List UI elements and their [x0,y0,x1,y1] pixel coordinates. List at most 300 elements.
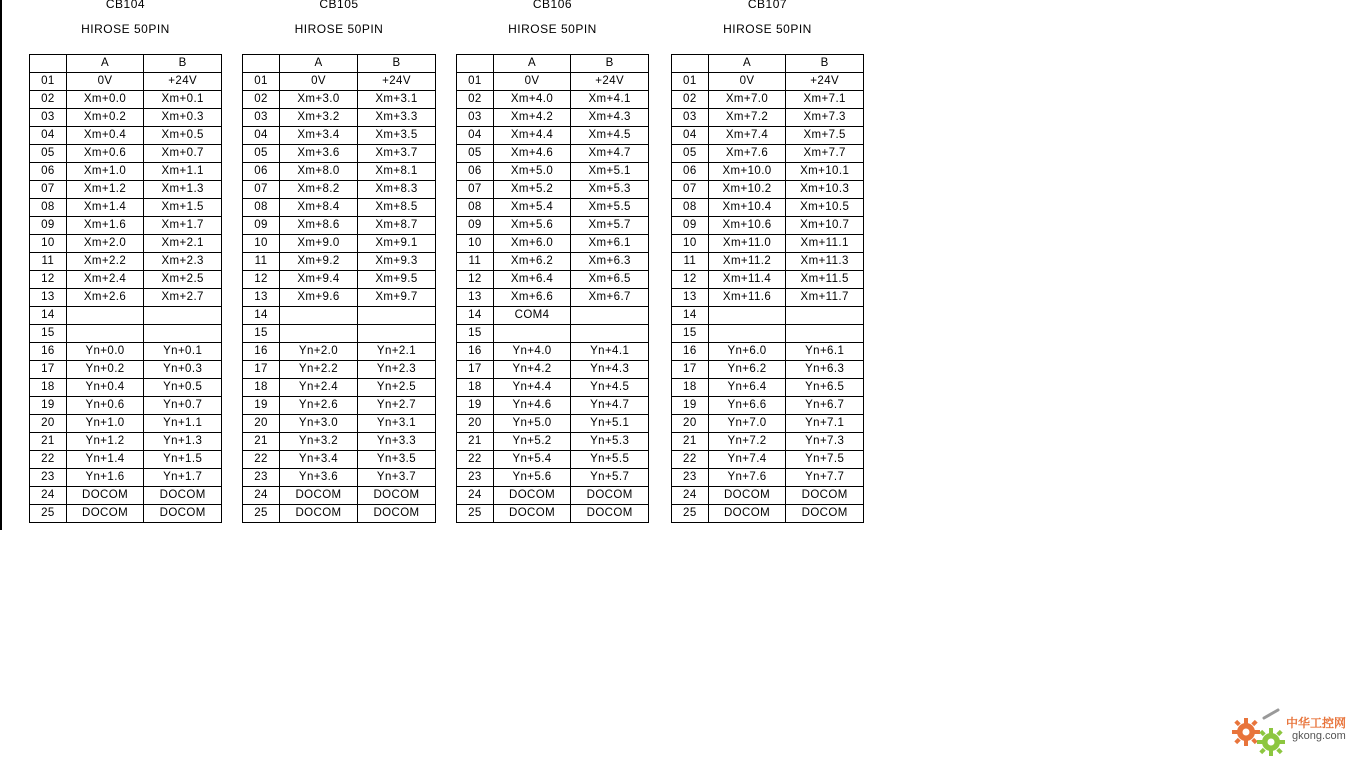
signal-b: Xm+11.1 [786,235,864,253]
signal-b: DOCOM [358,505,436,523]
pin-number: 05 [30,145,67,163]
table-row [672,289,864,307]
signal-a: Xm+6.4 [493,271,571,289]
pin-number: 11 [30,253,67,271]
signal-b: DOCOM [786,487,864,505]
signal-a: Yn+2.6 [280,397,358,415]
table-row [243,343,436,361]
signal-b: Yn+6.1 [786,343,864,361]
signal-b: Xm+9.1 [358,235,436,253]
table-row [30,325,222,343]
signal-a: Xm+9.2 [280,253,358,271]
table-row [457,235,649,253]
table-row [30,127,222,145]
signal-b [571,307,649,325]
pin-number: 02 [243,91,280,109]
signal-b: DOCOM [358,487,436,505]
signal-a: Xm+10.2 [708,181,786,199]
signal-b: Xm+8.5 [358,199,436,217]
signal-a: Xm+10.4 [708,199,786,217]
signal-a: Xm+1.2 [66,181,144,199]
pin-number: 16 [30,343,67,361]
pin-number: 23 [457,469,494,487]
table-row [672,487,864,505]
pin-number: 16 [672,343,709,361]
signal-a: Yn+0.6 [66,397,144,415]
table-row [30,217,222,235]
signal-a: Yn+5.0 [493,415,571,433]
pin-number: 09 [30,217,67,235]
signal-b: Yn+0.7 [144,397,222,415]
signal-b: DOCOM [786,505,864,523]
signal-b: +24V [144,73,222,91]
signal-b: Xm+9.5 [358,271,436,289]
table-row [30,73,222,91]
table-row [457,451,649,469]
signal-a: Xm+5.0 [493,163,571,181]
connector-id-label: CB104 [105,0,146,11]
signal-b: Yn+4.7 [571,397,649,415]
signal-b: Xm+8.1 [358,163,436,181]
table-row [30,307,222,325]
pin-number: 11 [672,253,709,271]
signal-b: Yn+1.5 [144,451,222,469]
table-row [243,235,436,253]
signal-b: Xm+2.1 [144,235,222,253]
header-row [672,55,864,73]
signal-a: Xm+10.6 [708,217,786,235]
pin-number: 22 [243,451,280,469]
table-row [457,145,649,163]
table-row [457,415,649,433]
pin-number: 25 [30,505,67,523]
pin-number: 06 [30,163,67,181]
table-row [672,415,864,433]
signal-a: Yn+2.0 [280,343,358,361]
pin-number: 22 [30,451,67,469]
signal-b: Xm+6.3 [571,253,649,271]
signal-b: Yn+0.1 [144,343,222,361]
table-row [243,487,436,505]
signal-a: Xm+6.2 [493,253,571,271]
pin-number: 15 [672,325,709,343]
pin-number: 09 [457,217,494,235]
table-row [243,163,436,181]
table-row [457,73,649,91]
table-row [457,109,649,127]
table-row [672,271,864,289]
pin-number: 15 [457,325,494,343]
table-row [30,91,222,109]
signal-a [280,325,358,343]
signal-a: Xm+5.6 [493,217,571,235]
signal-b: Yn+1.3 [144,433,222,451]
pin-number: 09 [243,217,280,235]
signal-a: Yn+2.4 [280,379,358,397]
pin-number: 18 [457,379,494,397]
table-row [243,271,436,289]
table-row [243,415,436,433]
pin-number: 21 [457,433,494,451]
signal-b: Yn+6.5 [786,379,864,397]
signal-a: Yn+3.0 [280,415,358,433]
signal-b: Yn+5.5 [571,451,649,469]
table-row [243,433,436,451]
pin-number: 25 [672,505,709,523]
table-row [672,109,864,127]
column-header-b: B [358,55,436,73]
signal-b: Xm+2.5 [144,271,222,289]
pin-number: 22 [457,451,494,469]
table-row [243,325,436,343]
signal-b: Xm+10.3 [786,181,864,199]
table-row [30,235,222,253]
signal-b: +24V [786,73,864,91]
pin-number: 10 [243,235,280,253]
pin-number: 02 [30,91,67,109]
signal-b: Yn+3.7 [358,469,436,487]
signal-b: Yn+7.7 [786,469,864,487]
signal-a: Xm+11.2 [708,253,786,271]
pin-number: 13 [672,289,709,307]
pin-number: 11 [457,253,494,271]
pin-number: 21 [243,433,280,451]
table-row [243,505,436,523]
pin-number: 05 [457,145,494,163]
signal-b: Xm+6.1 [571,235,649,253]
signal-b: +24V [358,73,436,91]
pin-number: 01 [243,73,280,91]
pin-number: 18 [243,379,280,397]
signal-b: Xm+4.5 [571,127,649,145]
pin-number: 19 [672,397,709,415]
gear-logo-icon [1226,702,1290,758]
pin-number: 02 [457,91,494,109]
signal-a: Xm+9.0 [280,235,358,253]
signal-b: Xm+9.7 [358,289,436,307]
pin-number: 23 [672,469,709,487]
signal-b: Yn+5.3 [571,433,649,451]
pin-number: 06 [457,163,494,181]
table-row [672,325,864,343]
signal-a: Xm+1.6 [66,217,144,235]
signal-a: Xm+7.0 [708,91,786,109]
pin-number: 17 [672,361,709,379]
connector-type-label: HIROSE 50PIN [81,22,170,36]
pin-number: 20 [30,415,67,433]
signal-a: Xm+3.6 [280,145,358,163]
pin-table [456,54,649,523]
pin-number: 17 [30,361,67,379]
connector-type-label: HIROSE 50PIN [723,22,812,36]
signal-b: Xm+5.7 [571,217,649,235]
signal-b: Xm+0.3 [144,109,222,127]
signal-a: DOCOM [280,487,358,505]
table-row [672,163,864,181]
signal-b: Yn+4.5 [571,379,649,397]
signal-a: Yn+5.4 [493,451,571,469]
signal-b [571,325,649,343]
pin-number: 20 [672,415,709,433]
signal-b: Xm+1.5 [144,199,222,217]
table-row [457,253,649,271]
signal-a: Xm+11.6 [708,289,786,307]
table-row [672,451,864,469]
pin-number: 05 [243,145,280,163]
signal-a: Yn+0.4 [66,379,144,397]
table-row [243,145,436,163]
table-row [672,307,864,325]
signal-b: Xm+4.7 [571,145,649,163]
column-header-a: A [66,55,144,73]
pin-number: 03 [672,109,709,127]
signal-b: Yn+1.7 [144,469,222,487]
table-row [243,91,436,109]
signal-a: Xm+11.0 [708,235,786,253]
pin-number: 20 [243,415,280,433]
table-row [672,433,864,451]
pin-number: 18 [30,379,67,397]
table-row [672,199,864,217]
signal-a: Xm+0.4 [66,127,144,145]
pin-number: 07 [243,181,280,199]
pin-number: 09 [672,217,709,235]
table-row [243,469,436,487]
signal-b: Xm+9.3 [358,253,436,271]
table-row [457,217,649,235]
table-row [457,343,649,361]
signal-a: Xm+8.6 [280,217,358,235]
table-row [30,469,222,487]
column-header-a: A [708,55,786,73]
signal-b: Xm+11.7 [786,289,864,307]
signal-a: Yn+4.4 [493,379,571,397]
signal-a: Xm+7.6 [708,145,786,163]
pin-number: 02 [672,91,709,109]
signal-b: Xm+3.7 [358,145,436,163]
pin-number: 17 [243,361,280,379]
signal-a: DOCOM [493,505,571,523]
signal-a: Yn+6.4 [708,379,786,397]
signal-b: Yn+2.5 [358,379,436,397]
pin-number: 16 [243,343,280,361]
signal-b: Yn+2.7 [358,397,436,415]
signal-a: 0V [280,73,358,91]
signal-b: +24V [571,73,649,91]
pin-number: 04 [30,127,67,145]
pin-number: 01 [30,73,67,91]
signal-b: Xm+0.7 [144,145,222,163]
signal-b: DOCOM [144,505,222,523]
pin-number: 25 [243,505,280,523]
signal-a: Xm+0.0 [66,91,144,109]
table-row [30,109,222,127]
pin-table [242,54,436,523]
signal-b [786,325,864,343]
table-row [672,397,864,415]
signal-a: Yn+1.0 [66,415,144,433]
table-row [243,217,436,235]
table-row [457,271,649,289]
signal-b [358,307,436,325]
signal-a [493,325,571,343]
header-row [243,55,436,73]
pin-number: 24 [672,487,709,505]
left-margin-rule [0,0,2,530]
table-row [672,145,864,163]
table-row [672,91,864,109]
signal-a: DOCOM [280,505,358,523]
table-row [457,199,649,217]
signal-a: DOCOM [493,487,571,505]
pin-number: 12 [457,271,494,289]
pin-number: 21 [30,433,67,451]
signal-b: Yn+7.1 [786,415,864,433]
table-row [457,325,649,343]
signal-b: Xm+8.3 [358,181,436,199]
signal-b [358,325,436,343]
signal-a [66,325,144,343]
table-row [457,181,649,199]
signal-b: Xm+5.3 [571,181,649,199]
signal-a: Xm+7.4 [708,127,786,145]
signal-a: Xm+8.0 [280,163,358,181]
signal-b: Xm+3.3 [358,109,436,127]
signal-a: Xm+0.6 [66,145,144,163]
signal-a: Xm+10.0 [708,163,786,181]
pin-header-blank [672,55,709,73]
table-row [243,109,436,127]
signal-b [144,325,222,343]
pin-number: 19 [243,397,280,415]
header-row [30,55,222,73]
signal-a: Yn+3.2 [280,433,358,451]
table-row [457,307,649,325]
signal-b: Yn+4.3 [571,361,649,379]
pin-number: 04 [243,127,280,145]
signal-b: Yn+2.1 [358,343,436,361]
signal-a: Yn+1.6 [66,469,144,487]
table-row [30,271,222,289]
table-row [672,361,864,379]
signal-b: Yn+7.5 [786,451,864,469]
signal-a: Yn+1.4 [66,451,144,469]
column-header-b: B [571,55,649,73]
pin-number: 11 [243,253,280,271]
pin-number: 14 [243,307,280,325]
pin-number: 08 [243,199,280,217]
signal-a: Yn+4.6 [493,397,571,415]
signal-a: 0V [66,73,144,91]
signal-a: Xm+4.4 [493,127,571,145]
signal-a: Xm+3.4 [280,127,358,145]
table-row [30,199,222,217]
signal-b: Yn+0.5 [144,379,222,397]
column-header-a: A [493,55,571,73]
signal-b: Xm+6.5 [571,271,649,289]
signal-a: DOCOM [708,487,786,505]
table-row [243,199,436,217]
pin-number: 12 [30,271,67,289]
pin-number: 08 [30,199,67,217]
pin-number: 19 [457,397,494,415]
signal-a: Yn+6.2 [708,361,786,379]
signal-a: Yn+0.2 [66,361,144,379]
table-row [457,487,649,505]
table-row [30,397,222,415]
pin-number: 23 [243,469,280,487]
pin-number: 23 [30,469,67,487]
signal-a: Xm+3.0 [280,91,358,109]
signal-b: Yn+3.5 [358,451,436,469]
pin-number: 06 [243,163,280,181]
signal-a: Yn+7.4 [708,451,786,469]
pin-number: 12 [672,271,709,289]
signal-a: Yn+7.0 [708,415,786,433]
signal-a: Xm+9.4 [280,271,358,289]
pin-number: 10 [30,235,67,253]
table-row [457,397,649,415]
pin-number: 07 [30,181,67,199]
pin-number: 20 [457,415,494,433]
table-row [457,469,649,487]
table-row [243,361,436,379]
signal-a: Xm+6.0 [493,235,571,253]
table-row [672,469,864,487]
signal-b: Xm+10.5 [786,199,864,217]
signal-b: Yn+5.1 [571,415,649,433]
pin-number: 24 [243,487,280,505]
table-row [30,379,222,397]
pin-number: 12 [243,271,280,289]
table-row [672,505,864,523]
signal-a: DOCOM [66,487,144,505]
signal-b: Xm+11.3 [786,253,864,271]
signal-b: Xm+2.7 [144,289,222,307]
signal-b: DOCOM [571,505,649,523]
signal-a: Yn+1.2 [66,433,144,451]
pin-number: 13 [243,289,280,307]
table-row [457,379,649,397]
pin-number: 03 [30,109,67,127]
signal-a: Yn+7.2 [708,433,786,451]
signal-b: Xm+0.5 [144,127,222,145]
pin-number: 17 [457,361,494,379]
signal-a: Xm+5.4 [493,199,571,217]
signal-b: Yn+4.1 [571,343,649,361]
table-row [243,379,436,397]
site-watermark [1226,700,1361,760]
pin-number: 07 [672,181,709,199]
table-row [30,433,222,451]
pin-number: 01 [457,73,494,91]
table-row [30,163,222,181]
table-row [243,451,436,469]
table-row [243,397,436,415]
signal-a [708,325,786,343]
pin-header-blank [30,55,67,73]
signal-a: COM4 [493,307,571,325]
watermark-site-name: 中华工控网 [1286,716,1347,730]
table-row [30,343,222,361]
signal-a: Xm+2.6 [66,289,144,307]
signal-b: Xm+11.5 [786,271,864,289]
signal-a: Xm+1.0 [66,163,144,181]
signal-b: Yn+6.7 [786,397,864,415]
signal-b: Xm+3.5 [358,127,436,145]
table-row [243,127,436,145]
signal-a: Xm+5.2 [493,181,571,199]
